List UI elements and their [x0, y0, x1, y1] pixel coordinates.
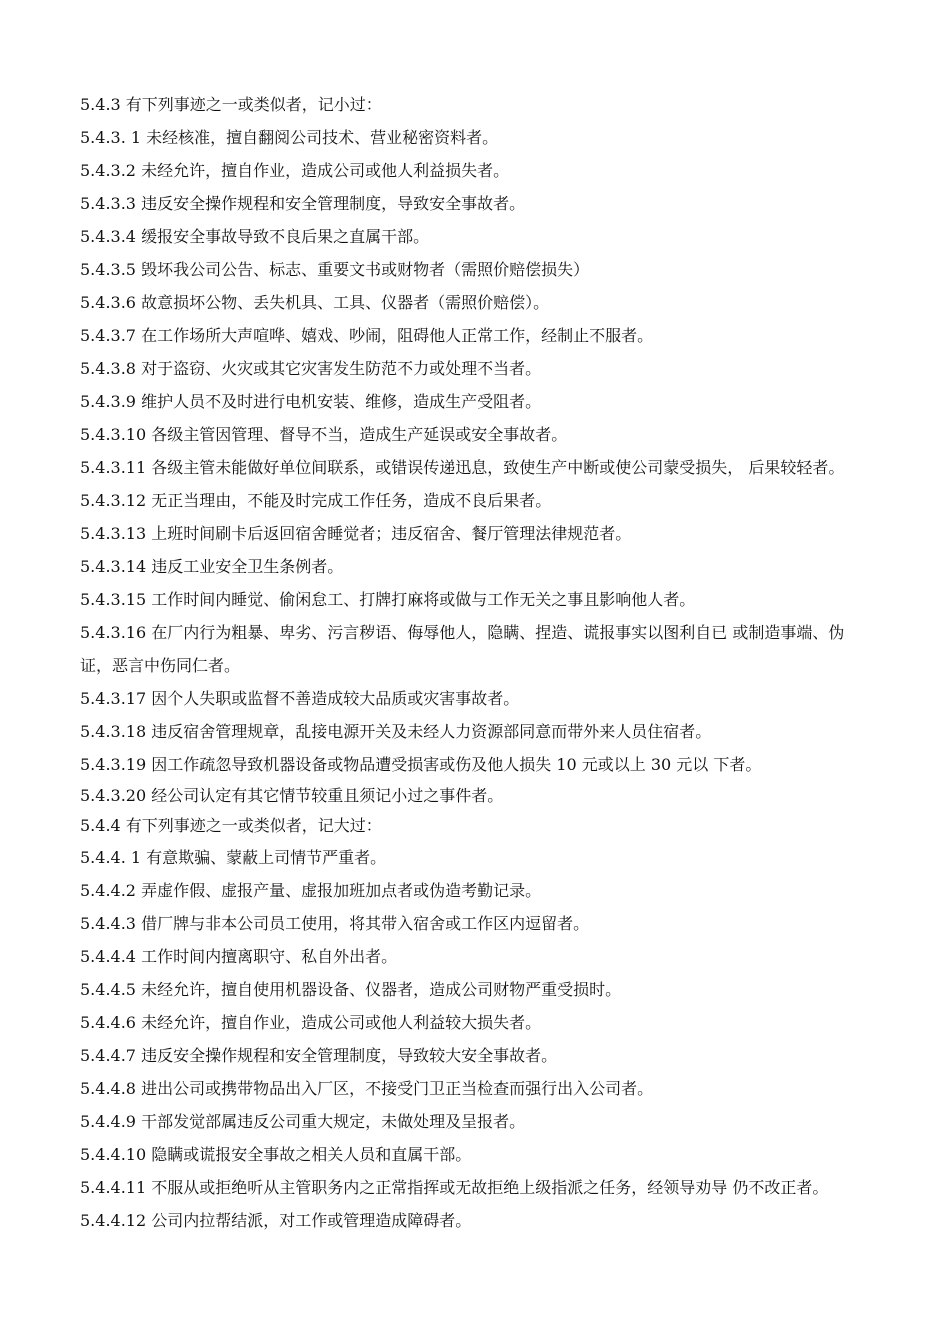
clause-5-4-3-9: 5.4.3.9 维护人员不及时进行电机安装、维修，造成生产受阻者。	[80, 392, 542, 411]
clause-5-4-3-18: 5.4.3.18 违反宿舍管理规章，乱接电源开关及未经人力资源部同意而带外来人员住宿者。	[80, 722, 712, 741]
clause-5-4-3-19: 5.4.3.19 因工作疏忽导致机器设备或物品遭受损害或伤及他人损失 10 元或以上 30 元以 下者。	[80, 755, 762, 774]
clause-5-4-4-1: 5.4.4. 1 有意欺骗、蒙蔽上司情节严重者。	[80, 848, 387, 867]
clause-5-4-4-11: 5.4.4.11 不服从或拒绝听从主管职务内之正常指挥或无故拒绝上级指派之任务，经领导劝导 仍不改正者。	[80, 1178, 829, 1197]
clause-5-4-3-7: 5.4.3.7 在工作场所大声喧哗、嬉戏、吵闹，阻碍他人正常工作，经制止不服者。	[80, 326, 654, 345]
clause-5-4-3-13: 5.4.3.13 上班时间刷卡后返回宿舍睡觉者；违反宿舍、餐厅管理法律规范者。	[80, 524, 632, 543]
clause-5-4-3-10: 5.4.3.10 各级主管因管理、督导不当，造成生产延误或安全事故者。	[80, 425, 568, 444]
clause-5-4-4-8: 5.4.4.8 进出公司或携带物品出入厂区，不接受门卫正当检查而强行出入公司者。	[80, 1079, 654, 1098]
clause-5-4-4-6: 5.4.4.6 未经允许，擅自作业，造成公司或他人利益较大损失者。	[80, 1013, 542, 1032]
clause-5-4-3-16: 5.4.3.16 在厂内行为粗暴、卑劣、污言秽语、侮辱他人，隐瞒、捏造、谎报事实以图利自已 或制造事端、伪证，恶言中伤同仁者。	[80, 623, 845, 675]
clause-5-4-4-4: 5.4.4.4 工作时间内擅离职守、私自外出者。	[80, 947, 398, 966]
clause-5-4-3-17: 5.4.3.17 因个人失职或监督不善造成较大品质或灾害事故者。	[80, 689, 520, 708]
clause-5-4-3-14: 5.4.3.14 违反工业安全卫生条例者。	[80, 557, 344, 576]
clause-5-4-4-5: 5.4.4.5 未经允许，擅自使用机器设备、仪器者，造成公司财物严重受损时。	[80, 980, 622, 999]
clause-5-4-3-2: 5.4.3.2 未经允许，擅自作业，造成公司或他人利益损失者。	[80, 161, 510, 180]
clause-5-4-3-3: 5.4.3.3 违反安全操作规程和安全管理制度，导致安全事故者。	[80, 194, 526, 213]
clause-5-4-3-12: 5.4.3.12 无正当理由，不能及时完成工作任务，造成不良后果者。	[80, 491, 552, 510]
clause-5-4-4-7: 5.4.4.7 违反安全操作规程和安全管理制度，导致较大安全事故者。	[80, 1046, 558, 1065]
clause-5-4-4-3: 5.4.4.3 借厂牌与非本公司员工使用，将其带入宿舍或工作区内逗留者。	[80, 914, 590, 933]
clause-5-4-3-5: 5.4.3.5 毁坏我公司公告、标志、重要文书或财物者（需照价赔偿损失）	[80, 260, 590, 279]
clause-5-4-4-10: 5.4.4.10 隐瞒或谎报安全事故之相关人员和直属干部。	[80, 1145, 472, 1164]
clause-5-4-3-6: 5.4.3.6 故意损坏公物、丢失机具、工具、仪器者（需照价赔偿）。	[80, 293, 550, 312]
clause-5-4-3-1: 5.4.3. 1 未经核准，擅自翻阅公司技术、营业秘密资料者。	[80, 128, 499, 147]
document-body	[80, 88, 860, 1237]
clause-5-4-3-20: 5.4.3.20 经公司认定有其它情节较重且须记小过之事件者。	[80, 786, 504, 805]
clause-5-4-4-2: 5.4.4.2 弄虚作假、虚报产量、虚报加班加点者或伪造考勤记录。	[80, 881, 542, 900]
clause-5-4-3-15: 5.4.3.15 工作时间内睡觉、偷闲怠工、打牌打麻将或做与工作无关之事且影响他人者。	[80, 590, 696, 609]
clause-5-4-3-11: 5.4.3.11 各级主管未能做好单位间联系，或错误传递迅息，致使生产中断或使公司蒙受损失， 后果较轻者。	[80, 458, 845, 477]
clause-5-4-3-4: 5.4.3.4 缓报安全事故导致不良后果之直属干部。	[80, 227, 430, 246]
section-heading-5-4-4: 5.4.4 有下列事迹之一或类似者，记大过：	[80, 816, 382, 835]
section-heading-5-4-3: 5.4.3 有下列事迹之一或类似者，记小过：	[80, 95, 382, 114]
clause-5-4-4-9: 5.4.4.9 干部发觉部属违反公司重大规定，未做处理及呈报者。	[80, 1112, 526, 1131]
clause-5-4-4-12: 5.4.4.12 公司内拉帮结派，对工作或管理造成障碍者。	[80, 1211, 472, 1230]
clause-5-4-3-8: 5.4.3.8 对于盗窃、火灾或其它灾害发生防范不力或处理不当者。	[80, 359, 542, 378]
